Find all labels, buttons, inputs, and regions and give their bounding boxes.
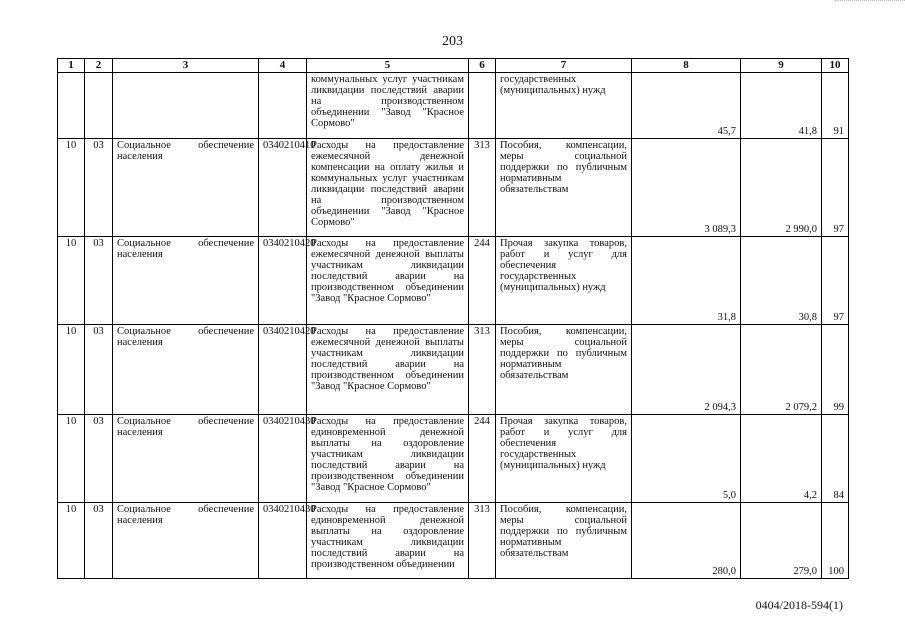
cell-executed: 30,8 <box>741 237 822 325</box>
cell-section: 10 <box>58 503 85 579</box>
cell-expense-code: 313 <box>469 139 496 237</box>
header-col-1: 1 <box>58 59 85 73</box>
cell-target-code <box>259 73 307 139</box>
cell-executed: 4,2 <box>741 415 822 503</box>
cell-section-name <box>113 73 259 139</box>
header-row <box>58 59 849 73</box>
cell-target-code: 0340210430 <box>259 503 307 579</box>
header-col-7: 7 <box>496 59 632 73</box>
cell-target-name: Расходы на предоставление ежемесячной денежной выплаты участникам ликвидации последствий аварии на производственном объединении "Завод "Красное Сормово" <box>307 325 469 415</box>
cell-executed: 41,8 <box>741 73 822 139</box>
cell-subsection <box>85 73 113 139</box>
cell-percent: 84 <box>822 415 849 503</box>
cell-planned: 2 094,3 <box>632 325 741 415</box>
cell-section-name: Социальное обеспечение населения <box>113 237 259 325</box>
cell-subsection: 03 <box>85 325 113 415</box>
cell-executed: 2 079,2 <box>741 325 822 415</box>
cell-section-name: Социальное обеспечение населения <box>113 325 259 415</box>
cell-target-code: 0340210420 <box>259 325 307 415</box>
budget-table <box>57 58 849 579</box>
cell-expense-code <box>469 73 496 139</box>
cell-expense-name: Пособия, компенсации, меры социальной поддержки по публичным нормативным обязательствам <box>496 325 632 415</box>
cell-planned: 280,0 <box>632 503 741 579</box>
table-row <box>58 73 849 139</box>
cell-planned: 31,8 <box>632 237 741 325</box>
cell-percent: 97 <box>822 139 849 237</box>
cell-expense-name: Пособия, компенсации, меры социальной поддержки по публичным нормативным обязательствам <box>496 503 632 579</box>
cell-percent: 97 <box>822 237 849 325</box>
table-row <box>58 325 849 415</box>
cell-percent: 91 <box>822 73 849 139</box>
cell-expense-name: Пособия, компенсации, меры социальной поддержки по публичным нормативным обязательствам <box>496 139 632 237</box>
cell-target-name: коммунальных услуг участникам ликвидации последствий аварии на производственном объединении "Завод "Красное Сормово" <box>307 73 469 139</box>
cell-planned: 45,7 <box>632 73 741 139</box>
header-col-3: 3 <box>113 59 259 73</box>
cell-target-code: 0340210420 <box>259 237 307 325</box>
cell-target-name: Расходы на предоставление ежемесячной денежной выплаты участникам ликвидации последствий аварии на производственном объединении "Завод "Красное Сормово" <box>307 237 469 325</box>
cell-target-code: 0340210430 <box>259 415 307 503</box>
cell-expense-code: 244 <box>469 415 496 503</box>
cell-target-name: Расходы на предоставление единовременной денежной выплаты на оздоровление участникам ликвидации последствий аварии на производственном объединении "Завод "Красное Сормово" <box>307 415 469 503</box>
cell-section-name: Социальное обеспечение населения <box>113 503 259 579</box>
header-col-5: 5 <box>307 59 469 73</box>
header-col-10: 10 <box>822 59 849 73</box>
table-row <box>58 503 849 579</box>
header-col-4: 4 <box>259 59 307 73</box>
cell-expense-code: 244 <box>469 237 496 325</box>
cell-expense-name: государственных (муниципальных) нужд <box>496 73 632 139</box>
table-row <box>58 415 849 503</box>
cell-section <box>58 73 85 139</box>
cell-section-name: Социальное обеспечение населения <box>113 415 259 503</box>
document-code: 0404/2018-594(1) <box>755 598 843 612</box>
cell-percent: 99 <box>822 325 849 415</box>
cell-section: 10 <box>58 139 85 237</box>
cell-percent: 100 <box>822 503 849 579</box>
page-number: 203 <box>442 34 463 49</box>
cell-target-name: Расходы на предоставление единовременной денежной выплаты на оздоровление участникам ликвидации последствий аварии на производственном объединении <box>307 503 469 579</box>
header-col-2: 2 <box>85 59 113 73</box>
cell-subsection: 03 <box>85 503 113 579</box>
cell-expense-name: Прочая закупка товаров, работ и услуг для обеспечения государственных (муниципальных) нужд <box>496 237 632 325</box>
cell-section: 10 <box>58 237 85 325</box>
header-col-8: 8 <box>632 59 741 73</box>
scan-edge-mark <box>835 0 905 3</box>
cell-section: 10 <box>58 415 85 503</box>
cell-subsection: 03 <box>85 415 113 503</box>
table-row <box>58 139 849 237</box>
cell-expense-name: Прочая закупка товаров, работ и услуг для обеспечения государственных (муниципальных) нужд <box>496 415 632 503</box>
cell-executed: 279,0 <box>741 503 822 579</box>
cell-subsection: 03 <box>85 139 113 237</box>
header-col-6: 6 <box>469 59 496 73</box>
cell-planned: 5,0 <box>632 415 741 503</box>
cell-executed: 2 990,0 <box>741 139 822 237</box>
header-col-9: 9 <box>741 59 822 73</box>
cell-target-code: 0340210410 <box>259 139 307 237</box>
cell-expense-code: 313 <box>469 325 496 415</box>
table-row <box>58 237 849 325</box>
cell-planned: 3 089,3 <box>632 139 741 237</box>
cell-target-name: Расходы на предоставление ежемесячной денежной компенсации на оплату жилья и коммунальных услуг участникам ликвидации последствий аварии на производственном объединении "Завод "Красное Сормово" <box>307 139 469 237</box>
cell-section-name: Социальное обеспечение населения <box>113 139 259 237</box>
cell-subsection: 03 <box>85 237 113 325</box>
cell-section: 10 <box>58 325 85 415</box>
cell-expense-code: 313 <box>469 503 496 579</box>
